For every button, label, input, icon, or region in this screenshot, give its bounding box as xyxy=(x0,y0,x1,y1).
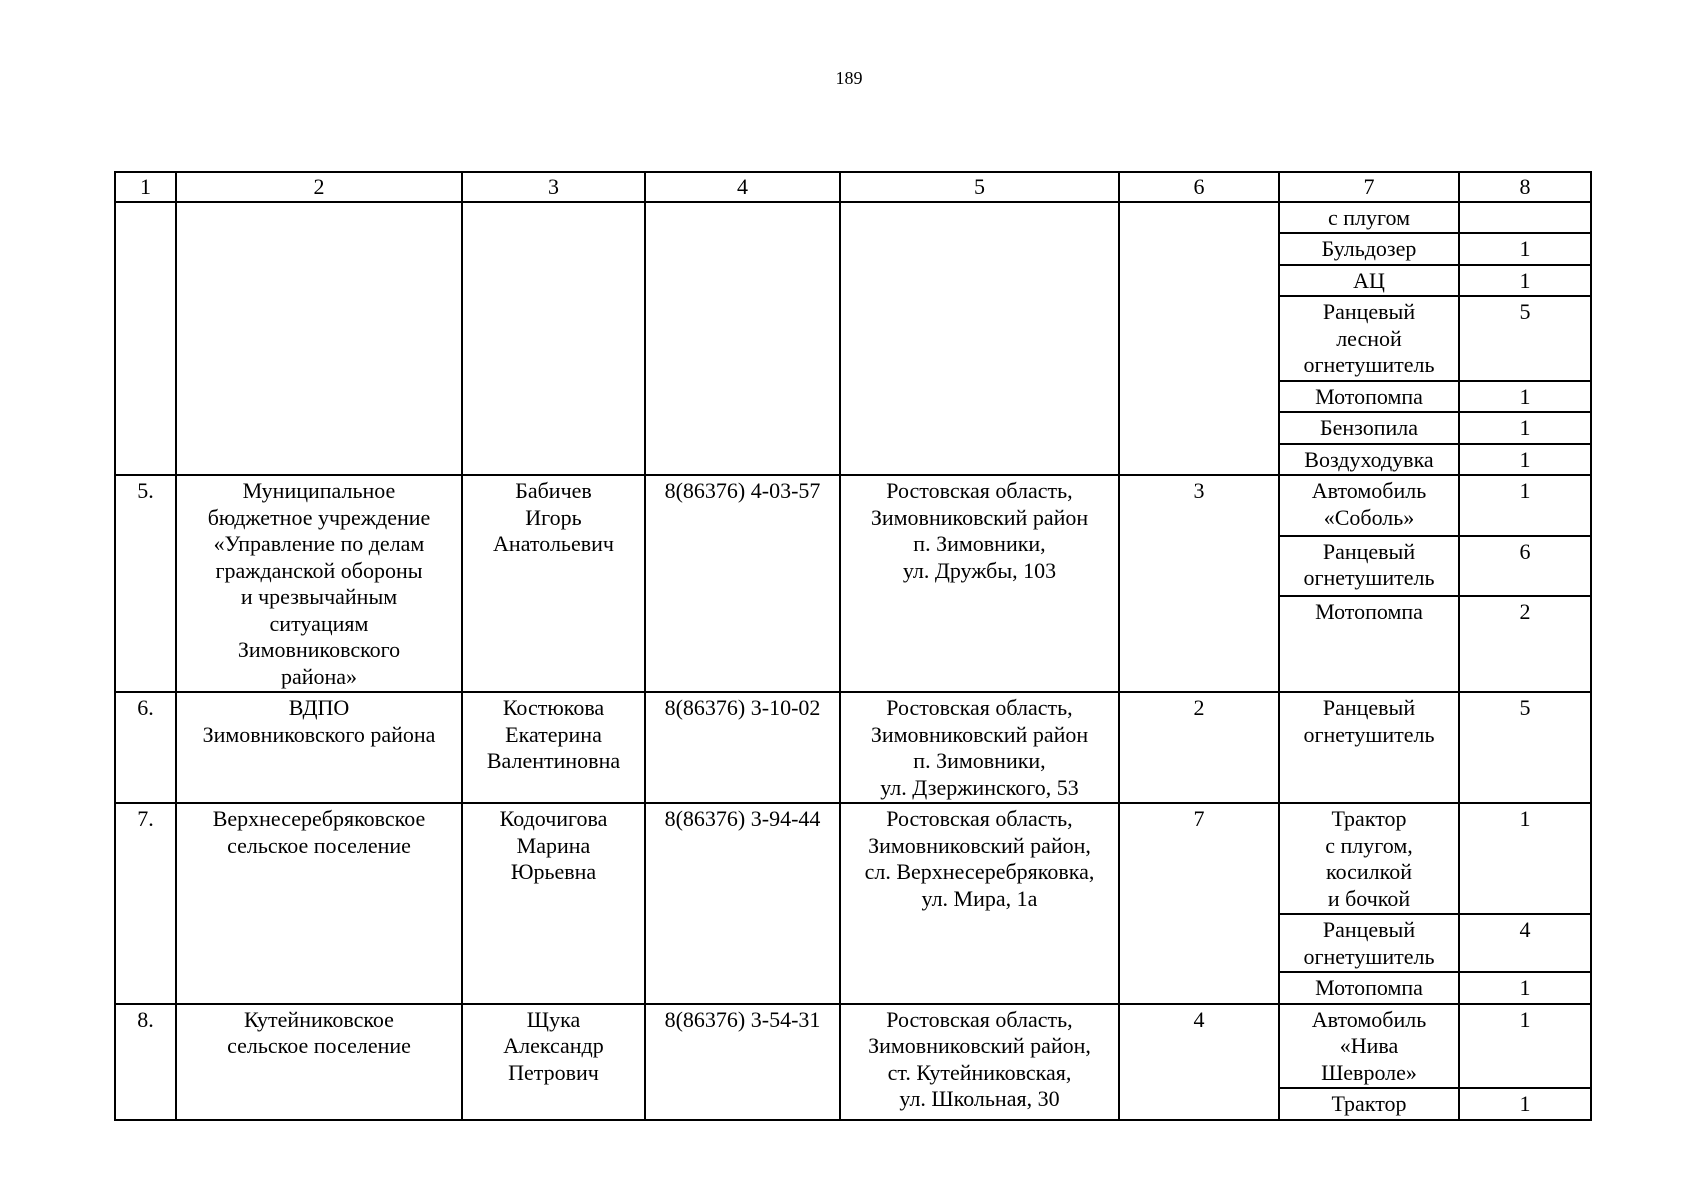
equipment-qty: 1 xyxy=(1459,233,1591,265)
equipment-qty: 4 xyxy=(1459,914,1591,972)
row-number: 6. xyxy=(115,692,176,803)
table-row xyxy=(115,1004,1591,1089)
equipment-item: Воздуходувка xyxy=(1279,444,1459,476)
equipment-item: Мотопомпа xyxy=(1279,381,1459,413)
organization-name: ВДПО Зимовниковского района xyxy=(176,692,462,803)
responsible-person: Бабичев Игорь Анатольевич xyxy=(462,475,645,692)
phone-number: 8(86376) 3-54-31 xyxy=(645,1004,840,1120)
equipment-qty: 1 xyxy=(1459,1088,1591,1120)
column-number: 5 xyxy=(840,172,1119,202)
column-number: 1 xyxy=(115,172,176,202)
continuation-empty-cell xyxy=(115,202,176,476)
equipment-item: Бензопила xyxy=(1279,412,1459,444)
organization-name: Кутейниковское сельское поселение xyxy=(176,1004,462,1120)
equipment-item: Ранцевый огнетушитель xyxy=(1279,692,1459,803)
resources-table xyxy=(114,171,1592,1121)
equipment-qty: 1 xyxy=(1459,444,1591,476)
equipment-item: Трактор xyxy=(1279,1088,1459,1120)
column-number: 2 xyxy=(176,172,462,202)
equipment-item: Ранцевый огнетушитель xyxy=(1279,914,1459,972)
address: Ростовская область, Зимовниковский район, ст. Кутейниковская, ул. Школьная, 30 xyxy=(840,1004,1119,1120)
equipment-item: Ранцевый огнетушитель xyxy=(1279,536,1459,597)
equipment-item: Ранцевый лесной огнетушитель xyxy=(1279,296,1459,381)
personnel-count: 7 xyxy=(1119,803,1279,1004)
equipment-qty: 5 xyxy=(1459,296,1591,381)
equipment-item: Мотопомпа xyxy=(1279,972,1459,1004)
equipment-qty: 2 xyxy=(1459,596,1591,692)
equipment-qty: 1 xyxy=(1459,412,1591,444)
column-number: 8 xyxy=(1459,172,1591,202)
organization-name: Муниципальное бюджетное учреждение «Управление по делам гражданской обороны и чрезвычайным ситуациям Зимовниковского района» xyxy=(176,475,462,692)
equipment-qty: 5 xyxy=(1459,692,1591,803)
equipment-qty: 1 xyxy=(1459,265,1591,297)
equipment-qty: 1 xyxy=(1459,972,1591,1004)
table-row xyxy=(115,692,1591,803)
personnel-count: 4 xyxy=(1119,1004,1279,1120)
personnel-count: 2 xyxy=(1119,692,1279,803)
table-row xyxy=(115,803,1591,914)
continuation-empty-cell xyxy=(645,202,840,476)
responsible-person: Щука Александр Петрович xyxy=(462,1004,645,1120)
table-header-row xyxy=(115,172,1591,202)
row-number: 5. xyxy=(115,475,176,692)
column-number: 4 xyxy=(645,172,840,202)
column-number: 7 xyxy=(1279,172,1459,202)
equipment-qty: 1 xyxy=(1459,475,1591,536)
equipment-item: с плугом xyxy=(1279,202,1459,234)
continuation-empty-cell xyxy=(462,202,645,476)
continuation-empty-cell xyxy=(1119,202,1279,476)
address: Ростовская область, Зимовниковский район, сл. Верхнесеребряковка, ул. Мира, 1а xyxy=(840,803,1119,1004)
equipment-qty: 1 xyxy=(1459,381,1591,413)
equipment-qty: 1 xyxy=(1459,803,1591,914)
address: Ростовская область, Зимовниковский район п. Зимовники, ул. Дзержинского, 53 xyxy=(840,692,1119,803)
phone-number: 8(86376) 3-94-44 xyxy=(645,803,840,1004)
phone-number: 8(86376) 4-03-57 xyxy=(645,475,840,692)
column-number: 6 xyxy=(1119,172,1279,202)
equipment-item: Автомобиль «Нива Шевроле» xyxy=(1279,1004,1459,1089)
page-number: 189 xyxy=(835,68,863,88)
phone-number: 8(86376) 3-10-02 xyxy=(645,692,840,803)
equipment-qty: 6 xyxy=(1459,536,1591,597)
column-number: 3 xyxy=(462,172,645,202)
responsible-person: Кодочигова Марина Юрьевна xyxy=(462,803,645,1004)
equipment-item: Автомобиль «Соболь» xyxy=(1279,475,1459,536)
address: Ростовская область, Зимовниковский район п. Зимовники, ул. Дружбы, 103 xyxy=(840,475,1119,692)
personnel-count: 3 xyxy=(1119,475,1279,692)
responsible-person: Костюкова Екатерина Валентиновна xyxy=(462,692,645,803)
equipment-item: Мотопомпа xyxy=(1279,596,1459,692)
equipment-item: Бульдозер xyxy=(1279,233,1459,265)
table-row xyxy=(115,475,1591,536)
organization-name: Верхнесеребряковское сельское поселение xyxy=(176,803,462,1004)
equipment-qty: 1 xyxy=(1459,1004,1591,1089)
continuation-empty-cell xyxy=(840,202,1119,476)
table-row xyxy=(115,202,1591,234)
equipment-item: Трактор с плугом, косилкой и бочкой xyxy=(1279,803,1459,914)
equipment-item: АЦ xyxy=(1279,265,1459,297)
row-number: 8. xyxy=(115,1004,176,1120)
row-number: 7. xyxy=(115,803,176,1004)
equipment-qty xyxy=(1459,202,1591,234)
continuation-empty-cell xyxy=(176,202,462,476)
